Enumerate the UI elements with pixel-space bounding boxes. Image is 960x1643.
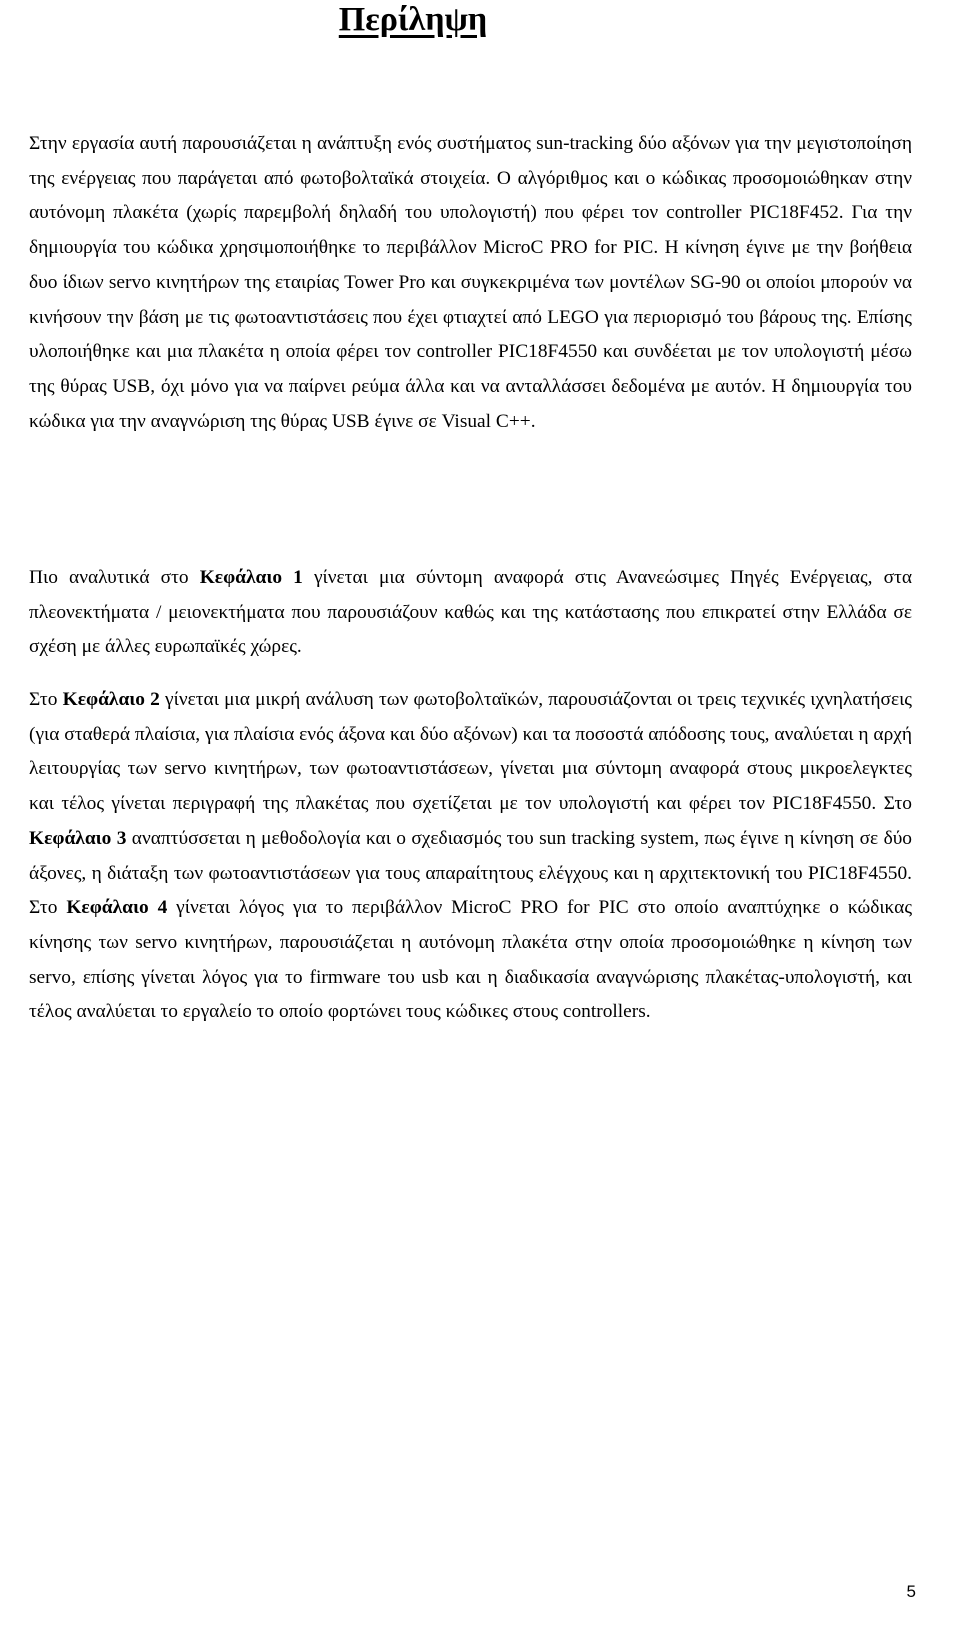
paragraph-chapter-1	[29, 561, 912, 665]
chapter-reference: Κεφάλαιο 2	[62, 689, 160, 710]
paragraph-text: αναπτύσσεται η μεθοδολογία και ο σχεδιασμός του sun tracking system, πως έγινε η κίνηση σε δύο άξονες, η διάταξη των φωτοαντιστάσεων για τους απαραίτητους ελέγχους και η αρχιτεκτονική του PIC18F4550. Στο	[29, 827, 913, 919]
paragraph-chapters-2-4	[29, 683, 912, 1030]
paragraph-text: γίνεται μια μικρή ανάλυση των φωτοβολταϊκών, παρουσιάζονται οι τρεις τεχνικές ιχνηλατήσεις (για σταθερά πλαίσια, για πλαίσια ενός άξονα και δύο αξόνων) και τα ποσοστά απόδοσης τους, αναλύεται η αρχή λειτουργίας των servo κινητήρων, των φωτοαντιστάσεων, γίνεται μια σύντομη αναφορά στους μικροελεγκτες και τέλος γίνεται περιγραφή της πλακέτας που σχετίζεται με τον υπολογιστή και φέρει τον PIC18F4550. Στο	[29, 689, 912, 815]
page-number: 5	[906, 1582, 916, 1601]
paragraph-text: Στην εργασία αυτή παρουσιάζεται η ανάπτυξη ενός συστήματος sun-tracking δύο αξόνων για την μεγιστοποίηση της ενέργειας που παράγεται από φωτοβολταϊκά στοιχεία. Ο αλγόριθμος και ο κώδικας προσομοιώθηκαν στην αυτόνομη πλακέτα (χωρίς παρεμβολή δηλαδή του υπολογιστή) που φέρει τον controller PIC18F452. Για την δημιουργία του κώδικα χρησιμοποιήθηκε το περιβάλλον MicroC PRO for PIC. Η κίνηση έγινε με την βοήθεια δυο ίδιων servo κινητήρων της εταιρίας Tower Pro και συγκεκριμένα των μοντέλων SG-90 οι οποίοι μπορούν να κινήσουν την βάση με τις φωτοαντιστάσεις που έχει φτιαχτεί από LEGO για περιορισμό του βάρους της. Επίσης υλοποιήθηκε και μια πλακέτα η οποία φέρει τον controller PIC18F4550 και συνδέεται με τον υπολογιστή μέσω της θύρας USB, όχι μόνο για να παίρνει ρεύμα άλλα και να ανταλλάσσει δεδομένα με αυτόν. Η δημιουργία του κώδικα για την αναγνώριση της θύρας USB έγινε σε Visual C++.	[29, 133, 912, 432]
chapter-reference: Κεφάλαιο 4	[66, 897, 168, 919]
paragraph-text: Στο	[29, 689, 63, 710]
paragraph-intro	[29, 127, 912, 439]
paragraph-text: γίνεται μια σύντομη αναφορά στις Ανανεώσιμες Πηγές Ενέργειας, στα πλεονεκτήματα / μειονεκτήματα που παρουσιάζουν καθώς και της κατάστασης που επικρατεί στην Ελλάδα σε σχέση με άλλες ευρωπαϊκές χώρες.	[29, 567, 912, 658]
chapter-reference: Κεφάλαιο 3	[29, 827, 127, 849]
chapter-reference: Κεφάλαιο 1	[199, 567, 303, 588]
paragraph-text: γίνεται λόγος για το περιβάλλον MicroC PRO for PIC στο οποίο αναπτύχηκε ο κώδικας κίνησης των servo κινητήρων, παρουσιάζεται η αυτόνομη πλακέτα στην οποία προσομοιώθηκε η κίνηση των servo, επίσης γίνεται λόγος για το firmware του usb και η διαδικασία αναγνώρισης πλακέτας-υπολογιστή, και τέλος αναλύεται το εργαλείο το οποίο φορτώνει τους κώδικες στους controllers.	[29, 897, 912, 1023]
paragraph-text: Πιο αναλυτικά στο	[29, 567, 200, 588]
page-title: Περίληψη	[338, 1, 488, 38]
